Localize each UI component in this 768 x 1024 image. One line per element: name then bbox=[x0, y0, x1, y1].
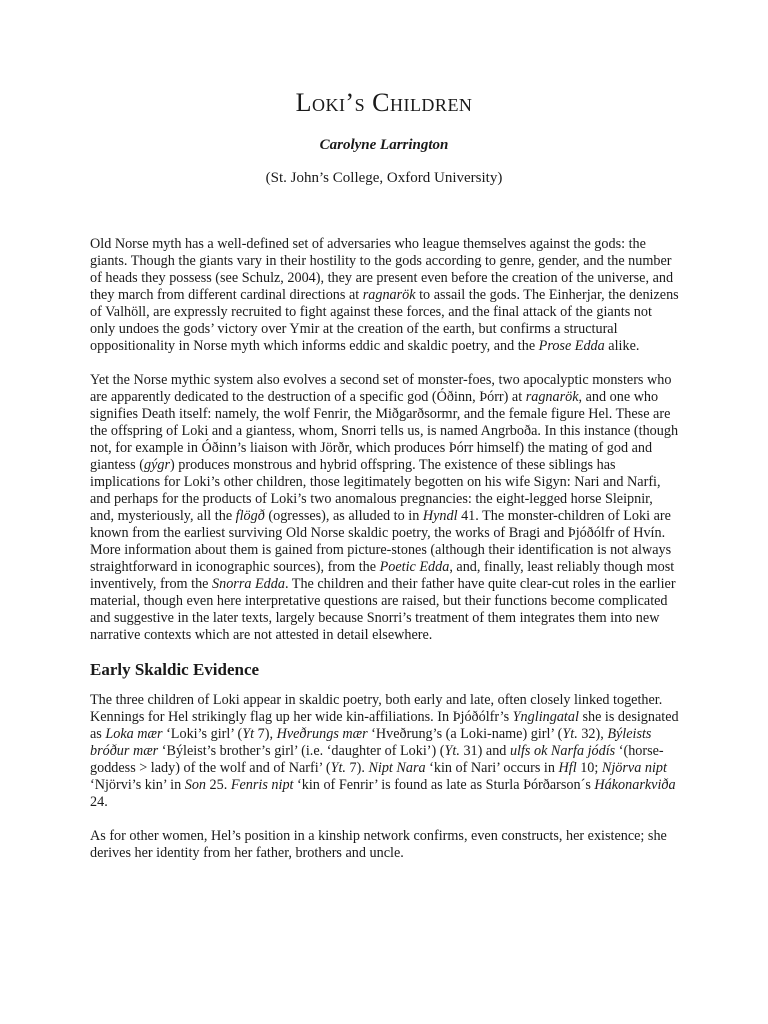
italic-term: Ynglingatal bbox=[512, 709, 579, 725]
text-run: ‘Loki’s girl’ ( bbox=[162, 726, 243, 742]
text-run: 41. The monster-children of Loki are known from the earliest surviving Old Norse skaldic poetry, the works of Bragi and Þjóðólfr of Hvín. More information about them is gained from picture-stones (although their identification is not always straightforward in iconographic sources), from the bbox=[90, 508, 672, 575]
paragraph-2 bbox=[90, 372, 680, 644]
italic-term: Hyndl bbox=[422, 508, 458, 524]
text-run: to assail the gods. The Einherjar, the denizens of Valhöll, are expressly recruited to fight against these forces, and the final attack of the giants not only undoes the gods’ victory over Ymir at the creation of the earth, but confirms a structural oppositionality in Norse myth which informs eddic and skaldic poetry, and the bbox=[90, 287, 679, 354]
section-heading: Early Skaldic Evidence bbox=[90, 660, 260, 679]
paper-title: Loki’s Children bbox=[295, 88, 473, 117]
italic-term: Hákonarkviða bbox=[594, 777, 676, 793]
paragraph-4 bbox=[90, 828, 680, 862]
text-run: 31) and bbox=[459, 743, 510, 759]
text-run: 24. bbox=[90, 794, 108, 810]
italic-term: ulfs ok Narfa jódís bbox=[509, 743, 616, 759]
text-run: 25. bbox=[206, 777, 231, 793]
text-run: Old Norse myth has a well-defined set of adversaries who league themselves against the gods: the giants. Though the giants vary in their hostility to the gods according to genre, gender, and the number of heads they possess (see Schulz, 2004), they are present even before the creation of the universe, and they march from different cardinal directions at bbox=[90, 236, 674, 303]
italic-term: Býleists bróður mær bbox=[90, 726, 652, 759]
paper-body bbox=[90, 236, 680, 879]
italic-term: Njörva nipt bbox=[601, 760, 667, 776]
text-run: she is designated as bbox=[90, 709, 679, 742]
italic-term: Hfl bbox=[558, 760, 577, 776]
italic-term: Hveðrungs mær bbox=[276, 726, 368, 742]
paragraph-1 bbox=[90, 236, 680, 355]
text-run: ‘kin of Nari’ occurs in bbox=[425, 760, 559, 776]
text-run: ) produces monstrous and hybrid offspring. The existence of these siblings has implications for Loki’s other children, those legitimately begotten on his wife Sigyn: Nari and Narfi, and perhaps for the products of Loki’s two anomalous pregnancies: the eight-legged horse Sleipnir, and, mysteriously, all the bbox=[90, 457, 661, 524]
text-run: ‘Hveðrung’s (a Loki-name) girl’ ( bbox=[367, 726, 563, 742]
text-run: ‘Njörvi’s kin’ in bbox=[90, 777, 185, 793]
text-run: 32), bbox=[577, 726, 608, 742]
text-run: 10; bbox=[576, 760, 602, 776]
author-affiliation: (St. John’s College, Oxford University) bbox=[265, 170, 503, 186]
text-run: 7). bbox=[345, 760, 369, 776]
italic-term: Loka mær bbox=[105, 726, 163, 742]
italic-term: ragnarök bbox=[525, 389, 579, 405]
italic-term: Fenris nipt bbox=[230, 777, 294, 793]
author-name: Carolyne Larrington bbox=[319, 137, 449, 153]
text-run: alike. bbox=[604, 338, 640, 354]
italic-term: Yt. bbox=[444, 743, 460, 759]
text-run: ‘kin of Fenrir’ is found as late as Sturla Þórðarson´s bbox=[293, 777, 595, 793]
paragraph-3 bbox=[90, 692, 680, 811]
text-run: Yet the Norse mythic system also evolves a second set of monster-foes, two apocalyptic monsters who are apparently dedicated to the destruction of a specific god (Óðinn, Þórr) at bbox=[90, 372, 672, 405]
text-run: , and, finally, least reliably though most inventively, from the bbox=[90, 559, 675, 592]
text-run: The three children of Loki appear in skaldic poetry, both early and late, often closely linked together. Kennings for Hel strikingly flag up her wide kin-affiliations. In Þjóðólfr’s bbox=[90, 692, 663, 725]
text-run: As for other women, Hel’s position in a kinship network confirms, even constructs, her existence; she derives her identity from her father, brothers and uncle. bbox=[90, 828, 667, 861]
text-run: . The children and their father have quite clear-cut roles in the earlier material, though even here interpretative questions are raised, but their functions become complicated and suggestive in the later texts, largely because Snorri’s treatment of them integrates them into new narrative contexts which are not attested in detail elsewhere. bbox=[90, 576, 676, 643]
italic-term: gýgr bbox=[143, 457, 170, 473]
italic-term: Prose Edda bbox=[538, 338, 605, 354]
italic-term: Yt bbox=[242, 726, 255, 742]
italic-term: ragnarök bbox=[362, 287, 416, 303]
italic-term: flögð bbox=[235, 508, 265, 524]
italic-term: Poetic Edda bbox=[379, 559, 450, 575]
italic-term: Nipt Nara bbox=[368, 760, 426, 776]
text-run: (ogresses), as alluded to in bbox=[264, 508, 423, 524]
text-run: ‘Býleist’s brother’s girl’ (i.e. ‘daughter of Loki’) ( bbox=[158, 743, 445, 759]
text-run: 7), bbox=[254, 726, 277, 742]
text-run: ‘(horse-goddess > lady) of the wolf and of Narfi’ ( bbox=[90, 743, 664, 776]
text-run: , and one who signifies Death itself: namely, the wolf Fenrir, the Miðgarðsormr, and the female figure Hel. These are the offspring of Loki and a giantess, whom, Snorri tells us, is named Angrboða. In this instance (though not, for example in Óðinn’s liaison with Jörðr, which produces Þórr himself) the mating of god and giantess ( bbox=[90, 389, 679, 473]
italic-term: Son bbox=[184, 777, 206, 793]
italic-term: Snorra Edda bbox=[212, 576, 285, 592]
italic-term: Yt. bbox=[330, 760, 346, 776]
italic-term: Yt. bbox=[562, 726, 578, 742]
